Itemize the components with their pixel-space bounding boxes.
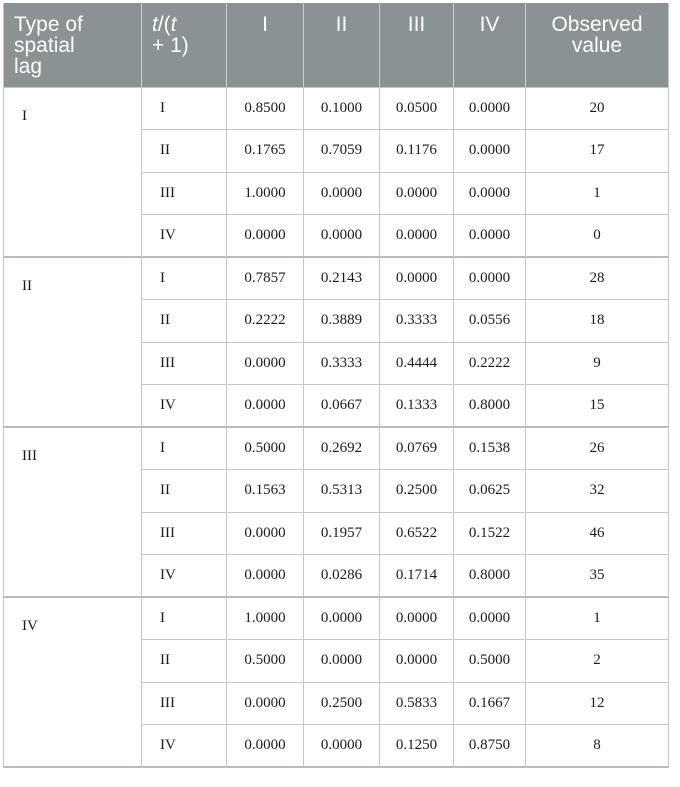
prob-cell: 0.0000 <box>454 172 526 215</box>
prob-cell: 0.1522 <box>454 512 526 555</box>
observed-cell: 46 <box>526 512 669 555</box>
state-cell: IV <box>142 725 227 768</box>
prob-cell: 0.8750 <box>454 725 526 768</box>
prob-cell: 0.0000 <box>454 215 526 258</box>
prob-cell: 0.0000 <box>227 725 304 768</box>
prob-cell: 0.4444 <box>380 342 454 385</box>
observed-cell: 20 <box>526 87 669 130</box>
prob-cell: 0.0000 <box>227 512 304 555</box>
table-row <box>4 257 669 300</box>
prob-cell: 0.0769 <box>380 427 454 470</box>
observed-cell: 1 <box>526 172 669 215</box>
state-cell: III <box>142 682 227 725</box>
prob-cell: 0.3333 <box>380 300 454 343</box>
table-row <box>4 597 669 640</box>
prob-cell: 0.5000 <box>454 640 526 683</box>
header-t-text-1: /( <box>157 13 171 36</box>
prob-cell: 0.0000 <box>227 342 304 385</box>
prob-cell: 0.1000 <box>304 87 380 130</box>
observed-cell: 32 <box>526 470 669 513</box>
state-cell: III <box>142 172 227 215</box>
header-spatial-lag-line-1: Type of <box>14 13 83 36</box>
prob-cell: 0.0000 <box>454 597 526 640</box>
prob-cell: 0.0000 <box>227 682 304 725</box>
prob-cell: 0.8000 <box>454 385 526 428</box>
lag-type-cell: III <box>4 427 142 597</box>
state-cell: I <box>142 597 227 640</box>
prob-cell: 0.8500 <box>227 87 304 130</box>
state-cell: IV <box>142 215 227 258</box>
prob-cell: 0.2500 <box>380 470 454 513</box>
header-t-line-2: + 1) <box>152 34 189 57</box>
header-t-italic-2: t <box>170 13 177 36</box>
prob-cell: 0.0000 <box>454 87 526 130</box>
header-t-italic-1: t <box>152 13 158 36</box>
lag-type-cell: IV <box>4 597 142 767</box>
prob-cell: 0.0000 <box>304 597 380 640</box>
observed-cell: 2 <box>526 640 669 683</box>
state-cell: III <box>142 342 227 385</box>
prob-cell: 0.1176 <box>380 130 454 173</box>
prob-cell: 0.0500 <box>380 87 454 130</box>
prob-cell: 0.6522 <box>380 512 454 555</box>
state-cell: III <box>142 512 227 555</box>
prob-cell: 0.0000 <box>227 385 304 428</box>
prob-cell: 0.0000 <box>380 597 454 640</box>
observed-cell: 12 <box>526 682 669 725</box>
state-cell: II <box>142 300 227 343</box>
prob-cell: 0.1957 <box>304 512 380 555</box>
prob-cell: 0.5313 <box>304 470 380 513</box>
header-t-t1 <box>142 3 227 87</box>
prob-cell: 0.2222 <box>227 300 304 343</box>
state-cell: II <box>142 640 227 683</box>
prob-cell: 0.0000 <box>304 640 380 683</box>
prob-cell: 0.0000 <box>380 215 454 258</box>
observed-cell: 9 <box>526 342 669 385</box>
prob-cell: 0.1563 <box>227 470 304 513</box>
prob-cell: 0.0625 <box>454 470 526 513</box>
prob-cell: 0.0000 <box>227 555 304 598</box>
header-spatial-lag-line-3: lag <box>14 55 43 78</box>
state-cell: I <box>142 257 227 300</box>
observed-cell: 35 <box>526 555 669 598</box>
header-spatial-lag <box>4 3 142 87</box>
prob-cell: 0.8000 <box>454 555 526 598</box>
state-cell: II <box>142 470 227 513</box>
prob-cell: 0.0000 <box>304 172 380 215</box>
table-header <box>4 3 669 87</box>
observed-cell: 18 <box>526 300 669 343</box>
header-observed-line-2: value <box>571 34 623 57</box>
prob-cell: 0.0556 <box>454 300 526 343</box>
lag-type-cell: II <box>4 257 142 427</box>
prob-cell: 0.0667 <box>304 385 380 428</box>
prob-cell: 0.5000 <box>227 427 304 470</box>
observed-cell: 8 <box>526 725 669 768</box>
prob-cell: 0.2500 <box>304 682 380 725</box>
prob-cell: 0.2692 <box>304 427 380 470</box>
observed-cell: 1 <box>526 597 669 640</box>
prob-cell: 1.0000 <box>227 172 304 215</box>
observed-cell: 28 <box>526 257 669 300</box>
header-state-ii: II <box>304 3 380 87</box>
prob-cell: 0.3333 <box>304 342 380 385</box>
observed-cell: 26 <box>526 427 669 470</box>
prob-cell: 0.0000 <box>454 257 526 300</box>
observed-cell: 15 <box>526 385 669 428</box>
prob-cell: 0.0000 <box>304 215 380 258</box>
prob-cell: 0.1714 <box>380 555 454 598</box>
header-observed-line-1: Observed <box>551 13 643 36</box>
prob-cell: 0.7857 <box>227 257 304 300</box>
state-cell: I <box>142 427 227 470</box>
prob-cell: 0.0000 <box>380 257 454 300</box>
prob-cell: 1.0000 <box>227 597 304 640</box>
markov-transition-table <box>3 3 669 768</box>
prob-cell: 0.1538 <box>454 427 526 470</box>
state-cell: IV <box>142 385 227 428</box>
state-cell: IV <box>142 555 227 598</box>
prob-cell: 0.2222 <box>454 342 526 385</box>
prob-cell: 0.0286 <box>304 555 380 598</box>
prob-cell: 0.1765 <box>227 130 304 173</box>
prob-cell: 0.5833 <box>380 682 454 725</box>
prob-cell: 0.1250 <box>380 725 454 768</box>
table-row <box>4 87 669 130</box>
prob-cell: 0.2143 <box>304 257 380 300</box>
header-state-i: I <box>227 3 304 87</box>
prob-cell: 0.0000 <box>380 172 454 215</box>
observed-cell: 17 <box>526 130 669 173</box>
prob-cell: 0.1667 <box>454 682 526 725</box>
prob-cell: 0.1333 <box>380 385 454 428</box>
header-observed-value <box>526 3 669 87</box>
prob-cell: 0.0000 <box>227 215 304 258</box>
prob-cell: 0.5000 <box>227 640 304 683</box>
header-spatial-lag-line-2: spatial <box>14 34 75 57</box>
prob-cell: 0.0000 <box>380 640 454 683</box>
table-body <box>4 87 669 767</box>
header-state-iv: IV <box>454 3 526 87</box>
prob-cell: 0.0000 <box>304 725 380 768</box>
lag-type-cell: I <box>4 87 142 257</box>
state-cell: I <box>142 87 227 130</box>
observed-cell: 0 <box>526 215 669 258</box>
prob-cell: 0.3889 <box>304 300 380 343</box>
prob-cell: 0.0000 <box>454 130 526 173</box>
header-state-iii: III <box>380 3 454 87</box>
table-row <box>4 427 669 470</box>
prob-cell: 0.7059 <box>304 130 380 173</box>
state-cell: II <box>142 130 227 173</box>
